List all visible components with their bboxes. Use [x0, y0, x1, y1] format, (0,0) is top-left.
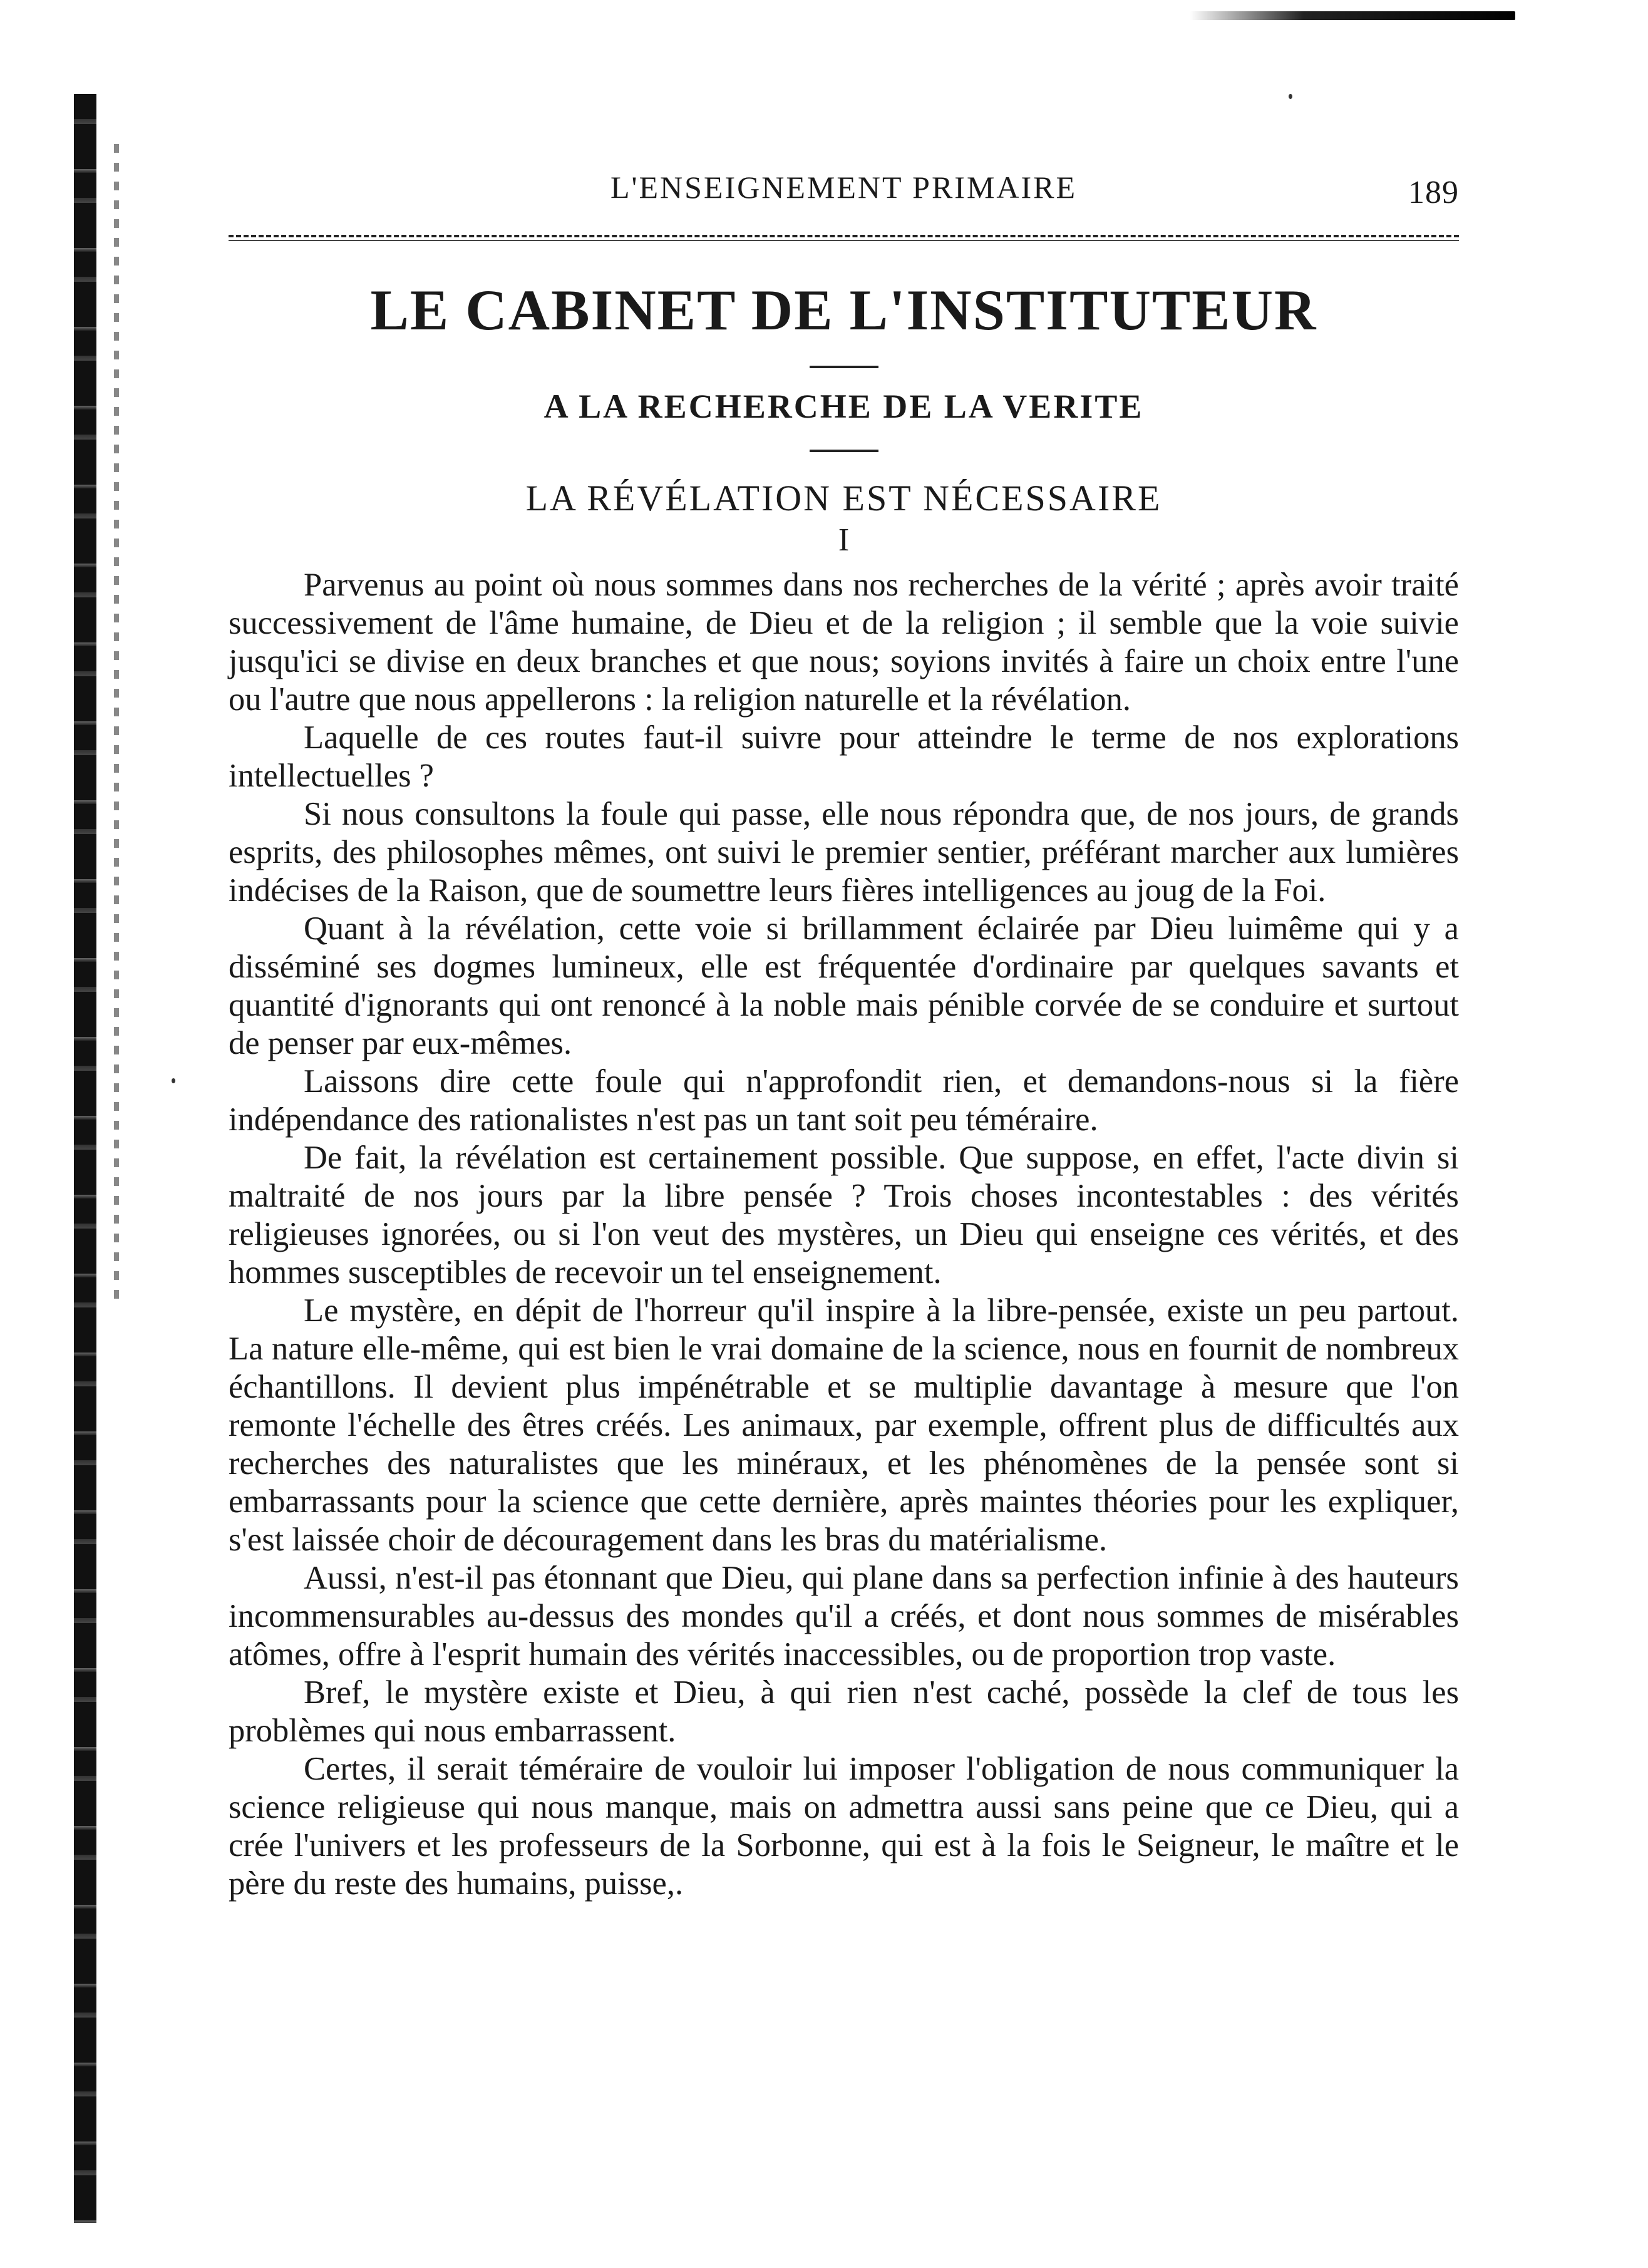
running-head [229, 150, 1459, 210]
paragraph: De fait, la révélation est certainement possible. Que suppose, en effet, l'acte divin si maltraité de nos jours par la libre pensée ? Trois choses incontestables : des vérités religieuses ignorées, ou si l'on veut des mystères, un Dieu qui enseigne ces vérités, et des hommes susceptibles de recevoir un tel enseignement. [229, 1140, 1459, 1291]
page-number: 189 [1408, 175, 1459, 210]
scan-artifact-top-rule [1190, 11, 1515, 20]
subtitle-divider [810, 450, 878, 452]
running-title: L'ENSEIGNEMENT PRIMAIRE [610, 170, 1078, 205]
title-divider [810, 366, 878, 368]
subtitle: A LA RECHERCHE DE LA VERITE [543, 388, 1144, 426]
scan-artifact-binding-edge [74, 94, 96, 2223]
paragraph: Bref, le mystère existe et Dieu, à qui rien n'est caché, possède la clef de tous les problèmes qui nous embarrassent. [229, 1674, 1459, 1750]
document-page [229, 150, 1459, 1903]
paragraph: Le mystère, en dépit de l'horreur qu'il inspire à la libre-pensée, existe un peu partout. La nature elle-même, qui est bien le vrai domaine de la science, nous en fournit de nombreux échantillons. Il devient plus impénétrable et se multiplie davantage à mesure que l'on remonte l'échelle des êtres créés. Les animaux, par exemple, offrent plus de difficultés aux recherches des naturalistes que les minéraux, et les phénomènes de la pensée sont si embarrassants pour la science que cette dernière, après maintes théories pour les expliquer, s'est laissée choir de découragement dans les bras du matérialisme. [229, 1292, 1459, 1559]
scan-artifact-binding-shadow [114, 144, 119, 1302]
chapter-heading: LA RÉVÉLATION EST NÉCESSAIRE [525, 478, 1162, 519]
paragraph: Laissons dire cette foule qui n'approfondit rien, et demandons-nous si la fière indépendance des rationalistes n'est pas un tant soit peu téméraire. [229, 1063, 1459, 1138]
paragraph: Certes, il serait téméraire de vouloir lui imposer l'obligation de nous communiquer la science religieuse qui nous manque, mais on admettra aussi sans peine que ce Dieu, qui a crée l'univers et les professeurs de la Sorbonne, qui est à la fois le Seigneur, le maître et le père du reste des humains, puisse,. [229, 1751, 1459, 1902]
scan-speck [1289, 94, 1292, 99]
paragraph: Quant à la révélation, cette voie si brillamment éclairée par Dieu luimême qui y a disséminé ses dogmes lumineux, elle est fréquentée d'ordinaire par quelques savants et quantité d'ignorants qui ont renoncé à la noble mais pénible corvée de se conduire et surtout de penser par eux-mêmes. [229, 910, 1459, 1062]
paragraph: Si nous consultons la foule qui passe, elle nous répondra que, de nos jours, de grands esprits, des philosophes mêmes, ont suivi le premier sentier, préférant marcher aux lumières indécises de la Raison, que de soumettre leurs fières intelligences au joug de la Foi. [229, 796, 1459, 909]
paragraph: Aussi, n'est-il pas étonnant que Dieu, qui plane dans sa perfection infinie à des hauteurs incommensurables au-dessus des mondes qu'il a créés, et dont nous sommes de misérables atômes, offre à l'esprit humain des vérités inaccessibles, ou de proportion trop vaste. [229, 1560, 1459, 1673]
section-title: LE CABINET DE L'INSTITUTEUR [370, 278, 1317, 342]
paragraph: Laquelle de ces routes faut-il suivre pour atteindre le terme de nos explorations intellectuelles ? [229, 719, 1459, 795]
body-text [229, 566, 1459, 1903]
scan-speck [172, 1078, 175, 1083]
section-number: I [838, 522, 850, 559]
header-rule [229, 235, 1459, 241]
paragraph: Parvenus au point où nous sommes dans nos recherches de la vérité ; après avoir traité successivement de l'âme humaine, de Dieu et de la religion ; il semble que la voie suivie jusqu'ici se divise en deux branches et que nous; soyions invités à faire un choix entre l'une ou l'autre que nous appellerons : la religion naturelle et la révélation. [229, 567, 1459, 718]
